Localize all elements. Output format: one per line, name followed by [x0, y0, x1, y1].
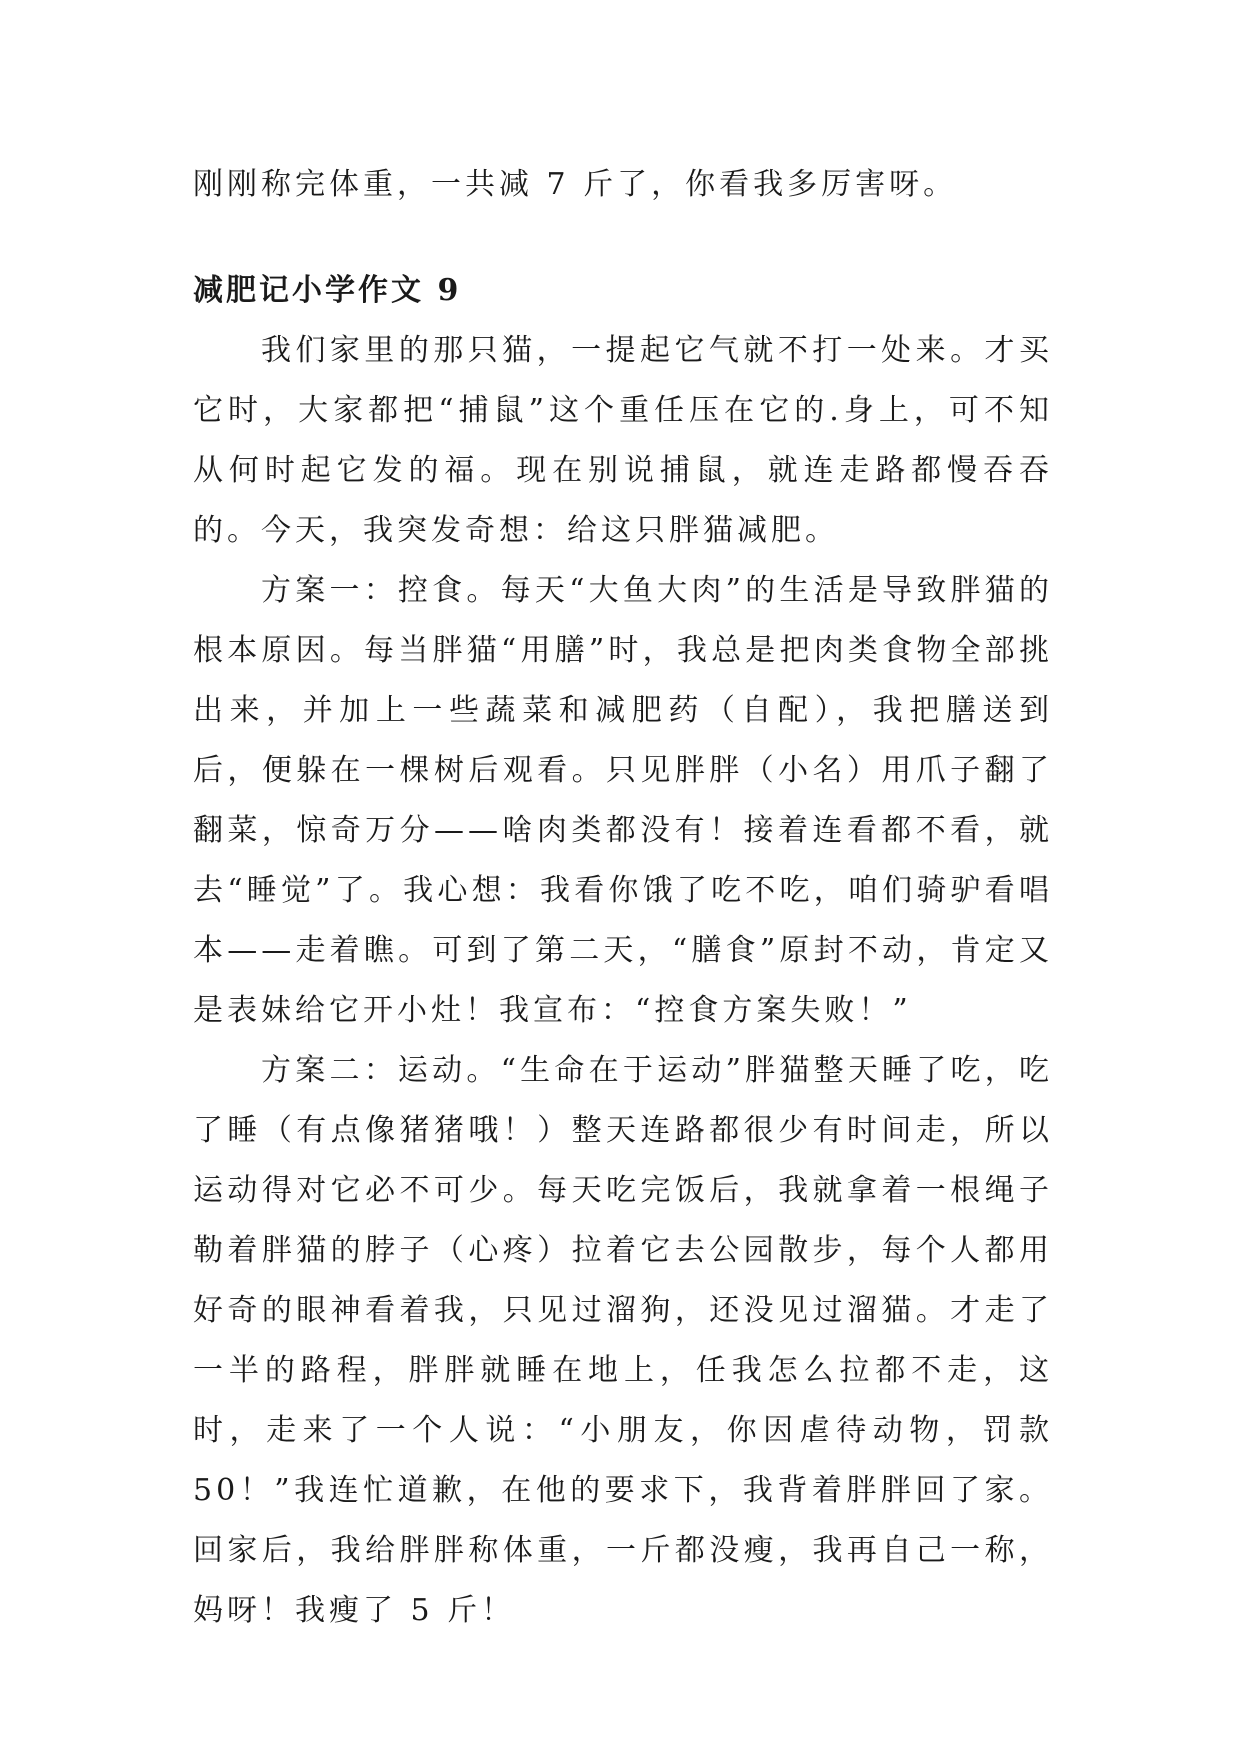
paragraph-intro: 我们家里的那只猫，一提起它气就不打一处来。才买它时，大家都把“捕鼠”这个重任压在它的.身上，可不知从何时起它发的福。现在别说捕鼠，就连走路都慢吞吞的。今天，我突发奇想：给这只胖猫减肥。 — [193, 333, 1053, 548]
paragraph-plan-two: 方案二：运动。“生命在于运动”胖猫整天睡了吃，吃了睡（有点像猪猪哦！）整天连路都很少有时间走，所以运动得对它必不可少。每天吃完饭后，我就拿着一根绳子勒着胖猫的脖子（心疼）拉着它去公园散步，每个人都用好奇的眼神看着我，只见过溜狗，还没见过溜猫。才走了一半的路程，胖胖就睡在地上，任我怎么拉都不走，这时，走来了一个人说：“小朋友，你因虐待动物，罚款 50！”我连忙道歉，在他的要求下，我背着胖胖回了家。回家后，我给胖胖称体重，一斤都没瘦，我再自己一称，妈呀！我瘦了 5 斤！ — [193, 1053, 1053, 1628]
document-page — [193, 155, 1053, 1641]
paragraph-plan-one: 方案一：控食。每天“大鱼大肉”的生活是导致胖猫的根本原因。每当胖猫“用膳”时，我总是把肉类食物全部挑出来，并加上一些蔬菜和减肥药（自配），我把膳送到后，便躲在一棵树后观看。只见胖胖（小名）用爪子翻了翻菜，惊奇万分——啥肉类都没有！接着连看都不看，就去“睡觉”了。我心想：我看你饿了吃不吃，咱们骑驴看唱本——走着瞧。可到了第二天，“膳食”原封不动，肯定又是表妹给它开小灶！我宣布：“控食方案失败！” — [193, 573, 1053, 1028]
essay-title: 减肥记小学作文 9 — [193, 273, 462, 308]
continuation-text: 刚刚称完体重，一共减 7 斤了，你看我多厉害呀。 — [193, 167, 958, 202]
